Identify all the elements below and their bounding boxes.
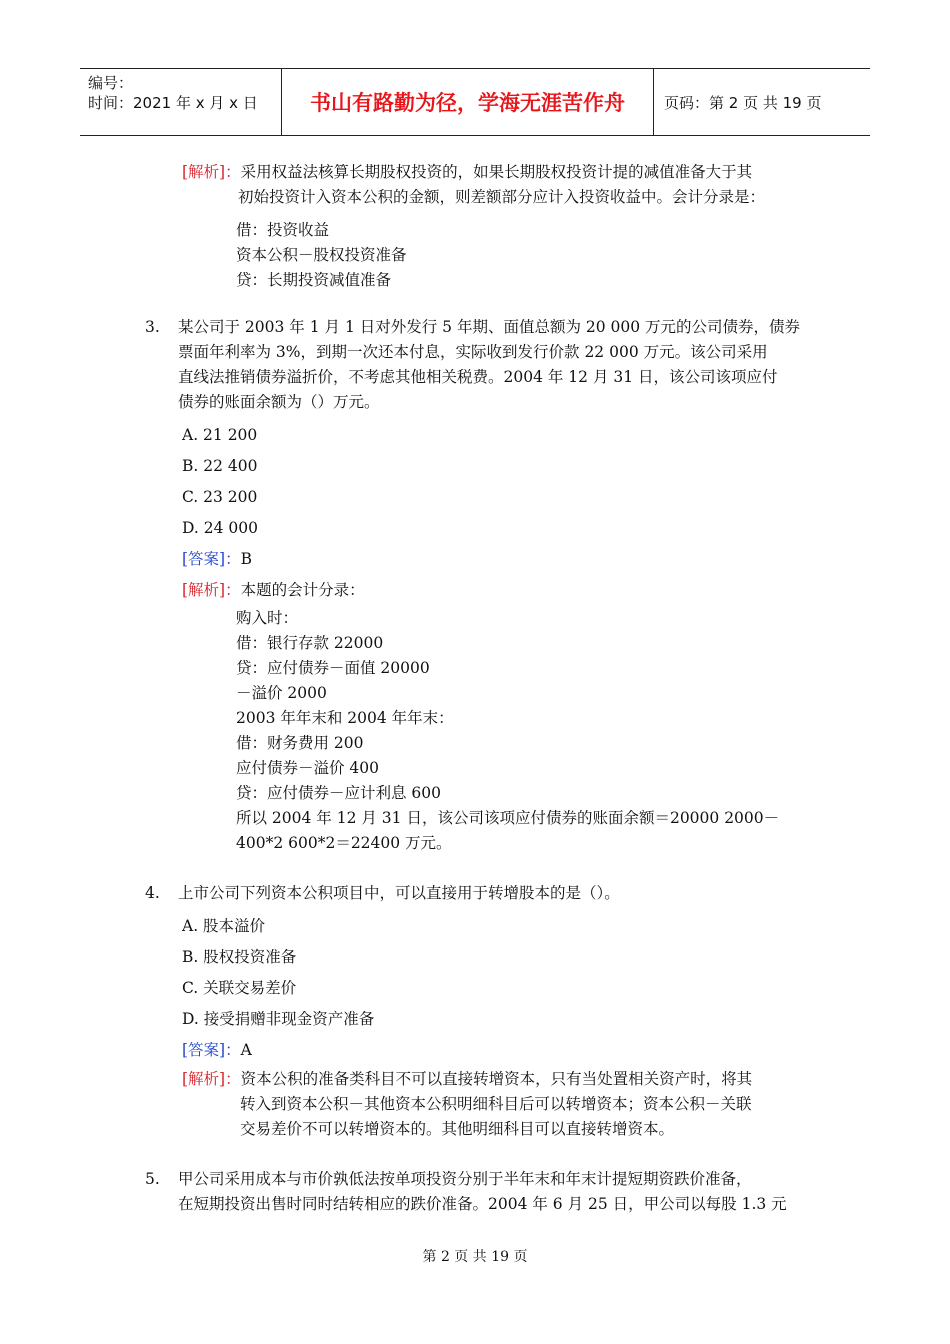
question-number: 5. xyxy=(145,1170,160,1188)
header-motto: 书山有路勤为径，学海无涯苦作舟 xyxy=(310,91,625,115)
question-stem: 上市公司下列资本公积项目中，可以直接用于转增股本的是（）。 xyxy=(178,884,620,902)
analysis-q4 xyxy=(182,1067,752,1142)
option-a: A. 21 200 xyxy=(182,426,258,444)
option-b: B. 股权投资准备 xyxy=(182,948,297,966)
option-c: C. 关联交易差价 xyxy=(182,979,297,997)
analysis-block-q2 xyxy=(182,160,765,293)
stem-line: 甲公司采用成本与市价孰低法按单项投资分别于半年末和年末计提短期资跌价准备， xyxy=(178,1170,752,1188)
page-footer: 第 2 页 共 19 页 xyxy=(422,1249,528,1265)
header-meta xyxy=(80,69,282,135)
header-page-label: 页码：第 2 页 共 19 页 xyxy=(664,93,822,112)
analysis-line: 初始投资计入资本公积的金额，则差额部分应计入投资收益中。会计分录是： xyxy=(238,188,766,206)
options-q3 xyxy=(182,420,365,606)
stem-line: 票面年利率为 3%，到期一次还本付息，实际收到发行价款 22 000 万元。该公司采用 xyxy=(178,343,768,361)
question-4 xyxy=(145,881,620,906)
page-header xyxy=(80,68,870,136)
entry-line: 2003 年年末和 2004 年年末： xyxy=(236,709,454,727)
entry-line: 借：财务费用 200 xyxy=(236,734,364,752)
stem-line: 直线法推销债券溢折价，不考虑其他相关税费。2004 年 12 月 31 日，该公司该项应付 xyxy=(178,368,778,386)
entry-line: －溢价 2000 xyxy=(236,684,327,702)
analysis-line: 交易差价不可以转增资本的。其他明细科目可以直接转增资本。 xyxy=(240,1120,675,1138)
analysis-text: 本题的会计分录： xyxy=(240,581,365,599)
entry-line: 应付债券－溢价 400 xyxy=(236,759,380,777)
header-motto-cell xyxy=(282,69,654,135)
answer-row xyxy=(182,1035,374,1066)
entry-line: 贷：长期投资减值准备 xyxy=(236,271,392,289)
analysis-line: 采用权益法核算长期股权投资的，如果长期股权投资计提的减值准备大于其 xyxy=(240,163,753,181)
analysis-line: 资本公积的准备类科目不可以直接转增资本，只有当处置相关资产时，将其 xyxy=(240,1070,753,1088)
entry-line: 借：银行存款 22000 xyxy=(236,634,384,652)
answer-tag: [答案]： xyxy=(182,550,241,568)
question-stem xyxy=(145,315,800,415)
header-page-cell xyxy=(654,69,870,135)
entry-line: 借：投资收益 xyxy=(236,221,330,239)
entry-line: 资本公积－股权投资准备 xyxy=(236,246,407,264)
stem-line: 某公司于 2003 年 1 月 1 日对外发行 5 年期、面值总额为 20 000 万元的公司债券，债券 xyxy=(178,318,801,336)
question-5 xyxy=(145,1167,787,1217)
journal-entries xyxy=(182,218,765,293)
date-label: 时间：2021 年 x 月 x 日 xyxy=(88,94,258,112)
entry-line: 贷：应付债券－面值 20000 xyxy=(236,659,430,677)
question-stem xyxy=(145,1167,787,1217)
stem-line: 在短期投资出售时同时结转相应的跌价准备。2004 年 6 月 25 日，甲公司以每股 1.3 元 xyxy=(178,1195,787,1213)
serial-label: 编号： xyxy=(88,74,134,92)
stem-line: 债券的账面余额为（）万元。 xyxy=(178,393,380,411)
entry-line: 购入时： xyxy=(236,609,299,627)
entry-line: 贷：应付债券－应计利息 600 xyxy=(236,784,442,802)
option-b: B. 22 400 xyxy=(182,457,258,475)
question-3 xyxy=(145,315,800,415)
question-number: 4. xyxy=(145,884,160,902)
option-c: C. 23 200 xyxy=(182,488,258,506)
entry-line: 所以 2004 年 12 月 31 日，该公司该项应付债券的账面余额＝20000 2000－ xyxy=(236,809,780,827)
analysis-tag: [解析]： xyxy=(182,163,241,181)
analysis-tag: [解析]： xyxy=(182,1070,241,1088)
entry-line: 400*2 600*2＝22400 万元。 xyxy=(236,834,452,852)
option-d: D. 接受捐赠非现金资产准备 xyxy=(182,1010,375,1028)
answer-tag: [答案]： xyxy=(182,1041,241,1059)
analysis-tag: [解析]： xyxy=(182,581,241,599)
answer-row xyxy=(182,544,365,575)
question-number: 3. xyxy=(145,318,160,336)
analysis-row xyxy=(182,575,365,606)
option-d: D. 24 000 xyxy=(182,519,258,537)
answer-value: A xyxy=(240,1041,252,1059)
analysis-entries-q3 xyxy=(236,606,779,856)
option-a: A. 股本溢价 xyxy=(182,917,266,935)
answer-value: B xyxy=(240,550,252,568)
analysis-line: 转入到资本公积－其他资本公积明细科目后可以转增资本；资本公积－关联 xyxy=(240,1095,752,1113)
options-q4 xyxy=(182,911,374,1066)
